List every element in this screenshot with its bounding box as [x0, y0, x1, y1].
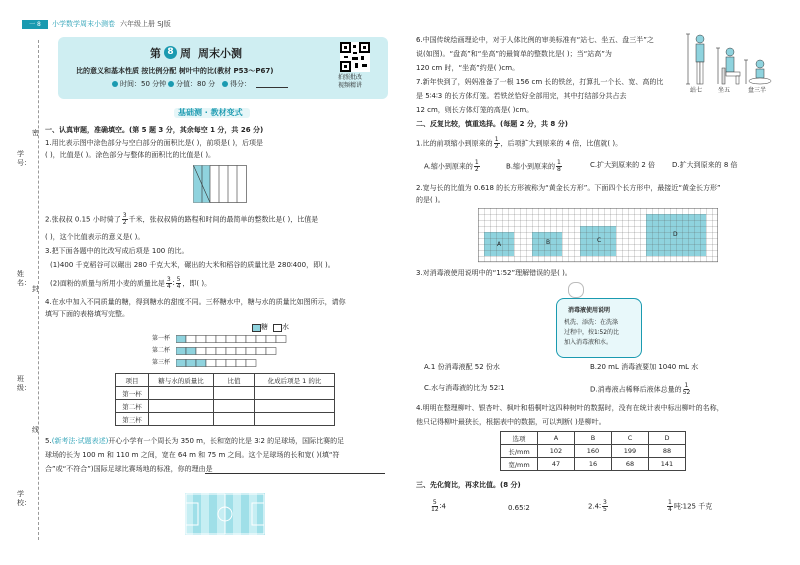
- banner-score: 分值：80 分: [176, 80, 216, 88]
- banner-week-prefix: 第: [150, 47, 161, 60]
- q7-line-2: 是 5∶4∶3 的长方体灯笼。若铁丝恰好全部用完，其中打结部分共占去: [416, 92, 627, 100]
- table-header-row: [116, 374, 335, 387]
- side-label-school: 学校：: [17, 490, 31, 507]
- c1-optA-num: 1: [474, 159, 479, 166]
- q2-line-1: [45, 213, 318, 226]
- c3-optD-fraction: [683, 383, 691, 396]
- leaf-header: D: [649, 432, 686, 445]
- c1-optB-num: 1: [557, 159, 561, 166]
- table-header: 项目: [116, 374, 149, 387]
- table-header: 化成后项是 1 的比: [255, 374, 335, 387]
- score-got-icon: [222, 81, 228, 87]
- ratio-problem-2: 0.65∶2: [508, 504, 530, 512]
- q3-fraction-1: [166, 277, 172, 290]
- ratio-problem-1: [430, 500, 446, 513]
- legend-water-swatch: [273, 324, 282, 332]
- q5-text-1: 开心小学有一个周长为 350 m，长和宽的比是 3∶2 的足球场，国际比赛的足: [108, 437, 345, 445]
- leaf-header: C: [612, 432, 649, 445]
- side-label-class: 班级：: [17, 375, 31, 392]
- q2-text-b: 千米，张叔叔骑的路程和时间的最简单的整数比是( )，比值是: [128, 215, 319, 224]
- q2-text-a: 2.张叔叔 0.15 小时骑了: [45, 215, 121, 224]
- leaf-cell: 宽/mm: [501, 458, 538, 471]
- leaf-cell: 88: [649, 445, 686, 458]
- q3-line-3: [50, 277, 211, 290]
- answer-cell[interactable]: [214, 387, 255, 400]
- q1-line-1: 1.用比表示图中涂色部分与空白部分的面积比是( )，前项是( )，后项是: [45, 139, 264, 147]
- c1-frac-den: 2: [494, 143, 499, 150]
- banner-score-got: 得分：: [230, 80, 251, 88]
- tag-string: [568, 282, 584, 298]
- seal-line: [38, 40, 39, 540]
- q2-fraction-den: 2: [122, 219, 127, 226]
- section-3-title: 三、先化简比，再求比值。(8 分): [416, 481, 521, 489]
- leaf-header: A: [538, 432, 575, 445]
- side-label-student-id: 学号：: [17, 150, 31, 167]
- table-row: [116, 400, 335, 413]
- q4-line-2: 填写下面的表格填写完整。: [45, 310, 129, 318]
- c1-optA-den: 2: [474, 166, 479, 173]
- table-row: [501, 445, 686, 458]
- rect-label-a[interactable]: A: [497, 241, 502, 248]
- note-line-2: 过程中，按1∶52的比: [564, 329, 620, 336]
- banner-week-suffix: 周: [180, 47, 191, 60]
- r3-num: 3: [602, 499, 607, 506]
- r3-fraction: [602, 500, 608, 513]
- c1-optB-fraction: [556, 160, 562, 173]
- cup-2-label: 第二杯: [152, 347, 171, 354]
- section-title: 基础测 · 教材变式: [178, 108, 243, 117]
- c2-line-1: 2.宽与长的比值为 0.618 的长方形被称为“黄金长方形”。下面四个长方形中，最接近“黄金长方形”: [416, 184, 721, 192]
- leaf-header-row: [501, 432, 686, 445]
- q5-line-1: 5.(新考法·试题表述)开心小学有一个周长为 350 m，长和宽的比是 3∶2 的足球场，国际比赛的足: [45, 437, 345, 445]
- leaf-cell: 47: [538, 458, 575, 471]
- table-row: [116, 387, 335, 400]
- r4-num: 1: [668, 499, 672, 506]
- r4-den: 4: [668, 506, 672, 513]
- answer-cell[interactable]: [214, 413, 255, 426]
- leaf-cell: 102: [538, 445, 575, 458]
- answer-cell[interactable]: [149, 400, 214, 413]
- ratio-problem-3: [588, 500, 609, 513]
- c2-line-2: 的是( )。: [416, 196, 445, 204]
- c1-optA-fraction: [474, 160, 480, 173]
- q1-line-2: ( )，比值是( )。涂色部分与整体的面积比的比值是( )。: [45, 151, 216, 159]
- q2-fraction: [122, 213, 128, 226]
- section-2-title: 二、反复比较，慎重选择。(每题 2 分，共 8 分): [416, 120, 568, 128]
- leaf-cell: 199: [612, 445, 649, 458]
- cup-1-label: 第一杯: [152, 335, 171, 342]
- q7-line-1: 7.新年快到了，妈妈准备了一根 156 cm 长的铁丝，打算扎一个长、宽、高的比: [416, 78, 664, 86]
- q2-line-2: ( )，这个比值表示的意义是( )。: [45, 233, 145, 241]
- q3-colon: ∶: [172, 279, 175, 288]
- answer-cell[interactable]: [255, 387, 335, 400]
- seal-char-1: 密: [32, 129, 39, 137]
- header-series: 小学数学周末小测卷: [52, 20, 115, 28]
- fig-label-cross: 盘三半: [748, 87, 767, 94]
- r4-text: 吨∶125 千克: [673, 502, 713, 511]
- q2-fraction-num: 3: [122, 212, 127, 219]
- q3-frac1-num: 3: [166, 276, 171, 283]
- rect-label-c[interactable]: C: [597, 237, 602, 244]
- r1-den: 12: [431, 506, 439, 513]
- leaf-table: [500, 431, 686, 471]
- r3-text: 2.4∶: [588, 502, 601, 511]
- legend-sugar-swatch: [252, 324, 261, 332]
- c1-optA-text: A.缩小到原来的: [424, 162, 473, 171]
- leaf-header: B: [575, 432, 612, 445]
- q3-frac2-num: 5: [176, 276, 181, 283]
- banner-subtitle: 比的意义和基本性质 按比例分配 树叶中的比(教材 P53～P67): [76, 67, 274, 75]
- seal-char-3: 线: [32, 426, 39, 434]
- section-1-title: 一、认真审题，准确填空。(第 5 题 3 分，其余每空 1 分，共 26 分): [45, 126, 264, 134]
- banner-week-number: 8: [164, 46, 177, 59]
- c1-option-c[interactable]: C.扩大到原来的 2 倍: [590, 161, 656, 169]
- c1-fraction: [494, 137, 500, 150]
- c3-optD-den: 52: [682, 389, 691, 396]
- table-row: [116, 413, 335, 426]
- q5-line-2: 球场的长为 100 m 和 110 m 之间，宽在 64 m 和 75 m 之间。这个足球场的长和宽( )(填“符: [45, 451, 340, 459]
- c1-text-a: 1.比的前项缩小到原来的: [416, 139, 493, 148]
- human-proportion-figure: [686, 32, 776, 87]
- c1-option-b[interactable]: [506, 160, 563, 173]
- q5-reason-line[interactable]: [205, 473, 385, 474]
- q3-fraction-2: [176, 277, 182, 290]
- c3-option-d[interactable]: [590, 383, 691, 396]
- cup-2-bar: [176, 347, 296, 355]
- c1-optB-text: B.缩小到原来的: [506, 162, 556, 171]
- header-grade: 六年级上册 SJ版: [120, 20, 171, 28]
- clock-icon: [112, 81, 118, 87]
- c1-optB-den: 8: [557, 166, 561, 173]
- fig-label-sit: 坐五: [718, 87, 731, 94]
- r1-text: ∶4: [439, 502, 446, 511]
- ratio-problem-4: [666, 500, 712, 513]
- note-line-3: 加入消毒液和水。: [564, 339, 613, 346]
- score-icon: [168, 81, 174, 87]
- c4-line-2: 他只记得柳叶最狭长，根据表中的数据，可以判断( )是柳叶。: [416, 418, 606, 426]
- qr-code-icon[interactable]: [340, 42, 370, 72]
- note-title: 消毒液使用说明: [568, 307, 611, 314]
- q6-line-1: 6.中国传统绘画理论中，对于人体比例的审美标准有“站七、坐五、盘三半”之: [416, 36, 654, 44]
- cup-3-bar: [176, 359, 296, 367]
- rect-label-b[interactable]: B: [546, 239, 551, 246]
- q3-text-a: (2)面粉的质量与所用小麦的质量比是: [50, 279, 165, 288]
- table-header: 糖与水的质量比: [149, 374, 214, 387]
- answer-cell[interactable]: [149, 387, 214, 400]
- answer-cell[interactable]: [149, 413, 214, 426]
- q3-frac2-den: 4: [176, 283, 181, 290]
- c1-frac-num: 1: [494, 136, 499, 143]
- r3-den: 5: [602, 506, 607, 513]
- q4-line-1: 4.在水中加入不同质量的糖，得到糖水的甜度不同。三杯糖水中，糖与水的质量比如图所示，请你: [45, 298, 346, 306]
- c1-option-d[interactable]: D.扩大到原来的 8 倍: [672, 161, 738, 169]
- qr-caption-1: 拍照批改: [338, 74, 363, 81]
- c1-line: [416, 137, 622, 150]
- q5-tag: (新考法·试题表述): [51, 437, 109, 445]
- leaf-cell: 68: [612, 458, 649, 471]
- qr-caption-2: 视频精讲: [338, 82, 363, 89]
- rect-label-d[interactable]: D: [673, 231, 678, 238]
- q3-line-1: 3.把下面各题中的比改写成后项是 100 的比。: [45, 247, 189, 255]
- legend-sugar-label: 糖: [261, 323, 268, 331]
- row-label: 第三杯: [116, 413, 149, 426]
- c3-line-1: 3.对消毒液使用说明中的“1∶52”理解错误的是( )。: [416, 269, 572, 277]
- answer-cell[interactable]: [255, 400, 335, 413]
- q3-frac1-den: 4: [166, 283, 171, 290]
- c4-line-1: 4.明明在整理柳叶、银杏叶、枫叶和梧桐叶这四种树叶的数据时，没有在统计表中标出柳叶的名称，: [416, 404, 724, 412]
- leaf-cell: 141: [649, 458, 686, 471]
- table-row: [501, 458, 686, 471]
- legend-water-label: 水: [282, 323, 289, 331]
- leaf-cell: 长/mm: [501, 445, 538, 458]
- r1-fraction: [431, 500, 439, 513]
- answer-cell[interactable]: [255, 413, 335, 426]
- q7-line-3: 12 cm，则长方体灯笼的高是( )cm。: [416, 106, 534, 114]
- c3-optD-text: D.消毒液占稀释后液体总量的: [590, 385, 682, 394]
- q3-text-b: ，即( )。: [182, 279, 212, 288]
- c3-option-b[interactable]: B.20 mL 消毒液要加 1040 mL 水: [590, 363, 699, 371]
- answer-cell[interactable]: [214, 400, 255, 413]
- row-label: 第二杯: [116, 400, 149, 413]
- sugar-water-table: [115, 373, 335, 426]
- q1-figure: [193, 165, 247, 203]
- r1-num: 5: [432, 499, 437, 506]
- q5-line-3: 合”或“不符合”)国际足球比赛场地的标准，你的理由是: [45, 465, 213, 473]
- leaf-cell: 160: [575, 445, 612, 458]
- c1-text-b: ，后项扩大到原来的 4 倍，比值就( )。: [500, 139, 623, 148]
- c3-option-c[interactable]: C.水与消毒液的比为 52∶1: [424, 384, 505, 392]
- score-got-blank[interactable]: [256, 87, 288, 88]
- q6-line-3: 120 cm 时，“坐高”约是( )cm。: [416, 64, 520, 72]
- side-label-name: 姓名：: [17, 270, 31, 287]
- banner-time: 时间：50 分钟: [120, 80, 167, 88]
- seal-char-2: 封: [32, 285, 39, 293]
- q3-line-2: (1)400 千克稻谷可以碾出 280 千克大米，碾出的大米和稻谷的质量比是 280∶400，即( )。: [50, 261, 335, 269]
- row-label: 第一杯: [116, 387, 149, 400]
- fig-label-stand: 站七: [690, 87, 703, 94]
- leaf-header: 选项: [501, 432, 538, 445]
- note-line-1: 机洗、添洗：在洗涤: [564, 319, 619, 326]
- c1-option-a[interactable]: [424, 160, 481, 173]
- c3-option-a[interactable]: A.1 份消毒液配 52 份水: [424, 363, 500, 371]
- r4-fraction: [667, 500, 673, 513]
- cup-1-bar: [176, 335, 296, 343]
- q6-line-2: 说(如图)。“盘高”和“坐高”的最简单的整数比是( )；当“站高”为: [416, 50, 612, 58]
- cup-3-label: 第三杯: [152, 359, 171, 366]
- c3-optD-num: 1: [684, 382, 689, 389]
- table-header: 比值: [214, 374, 255, 387]
- header-badge: 一 8: [22, 20, 48, 29]
- leaf-cell: 16: [575, 458, 612, 471]
- football-field: [185, 493, 265, 535]
- banner-title: 周末小测: [198, 47, 242, 60]
